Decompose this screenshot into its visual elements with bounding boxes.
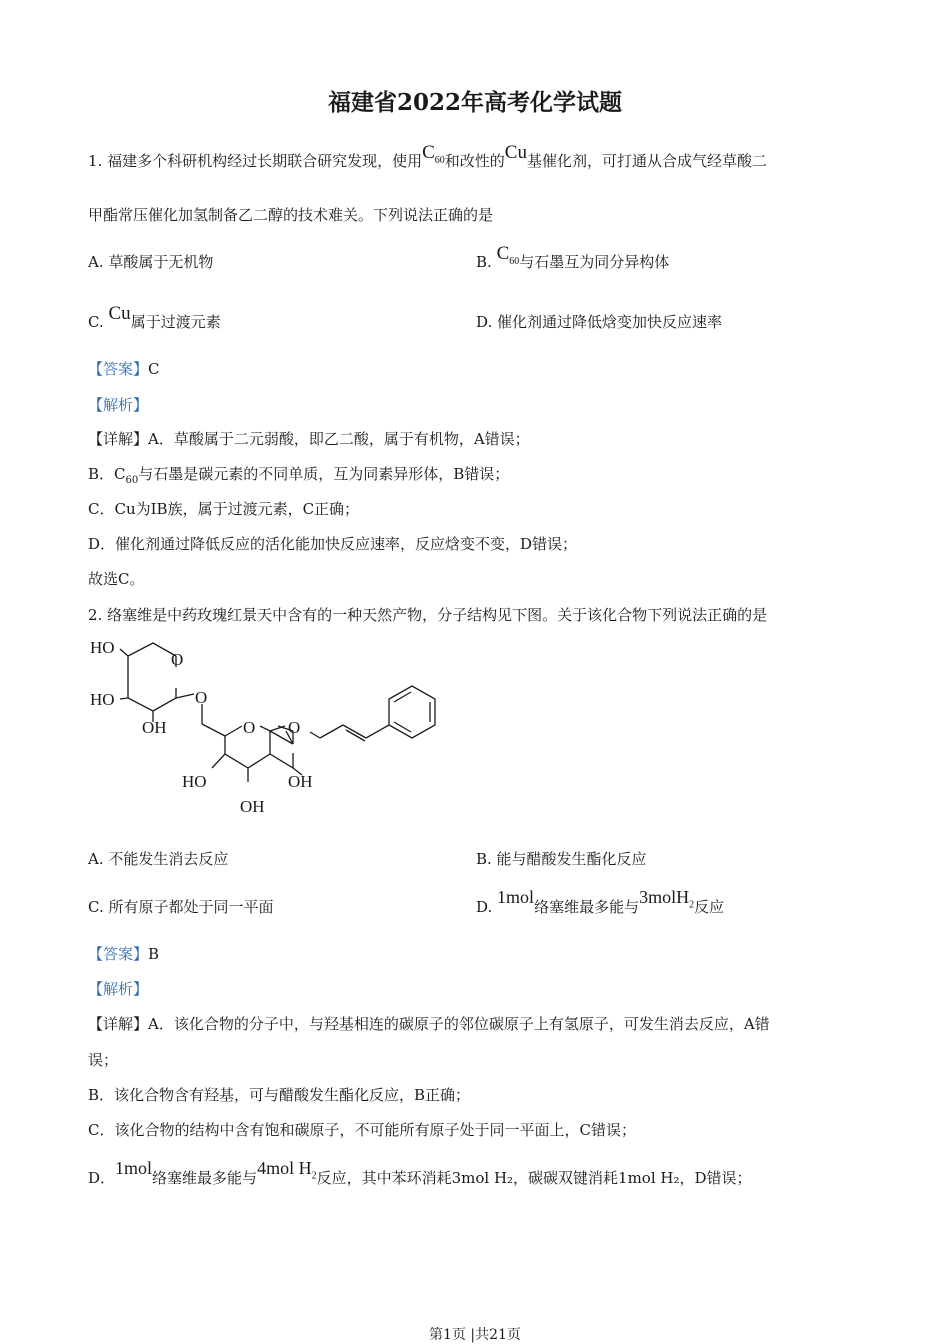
q1-stem-line2: 甲酯常压催化加氢制备乙二醇的技术难关。下列说法正确的是 [88,206,494,224]
q1-option-b: B. $C_{60}$与石墨互为同分异构体 [476,243,670,271]
q2-option-a: A. 不能发生消去反应 [88,850,229,868]
q1-detail-a: 【详解】A．草酸属于二元弱酸，即乙二酸，属于有机物，A错误； [88,430,530,448]
q2-detail-b: B．该化合物含有羟基，可与醋酸发生酯化反应，B正确； [88,1086,471,1104]
label-o-link-2: O [288,718,301,737]
label-ho-3: HO [182,772,207,791]
q2-option-d: D. 1mol络塞维最多能与3molH$_2$反应 [476,887,725,916]
q1-stem-text-c: 基催化剂，可打通从合成气经草酸二 [526,152,767,170]
h2-formula-detail: 4mol $H_2$ [257,1158,317,1182]
label-oh-1: OH [142,718,167,737]
molecular-structure [80,632,450,822]
q2-detail-a: 【详解】A．该化合物的分子中，与羟基相连的碳原子的邻位碳原子上有氢原子，可发生消去反应，A错 [88,1015,770,1033]
q1-detail-c: C．Cu为ⅠB族，属于过渡元素，C正确； [88,500,360,518]
page-footer: 第1页 |共21页 [429,1327,521,1343]
q2-option-c: C. 所有原子都处于同一平面 [88,898,274,916]
q1-option-a: A. 草酸属于无机物 [88,253,214,271]
label-oh-3: OH [240,797,265,816]
label-oh-2: OH [288,772,313,791]
q1-stem-text-a: 1. 福建多个科研机构经过长期联合研究发现，使用 [88,152,423,170]
label-o-ring-1: O [171,650,184,669]
c60-formula-b: $C_{60}$ [496,243,520,267]
q1-answer: 【答案】C [88,360,160,378]
q1-option-c: C. Cu属于过渡元素 [88,303,221,331]
q2-answer: 【答案】B [88,945,160,963]
q1-stem-line1 [88,142,767,174]
q2-detail-a-cont: 误； [88,1051,119,1069]
q2-analysis-label: 【解析】 [88,980,149,998]
cu-formula-c: Cu [108,303,131,324]
q1-analysis-label: 【解析】 [88,396,149,414]
label-ho-2: HO [90,690,115,709]
label-o-link-1: O [195,688,208,707]
q2-stem: 2. 络塞维是中药玫瑰红景天中含有的一种天然产物，分子结构见下图。关于该化合物下列说法正确的是 [88,606,768,624]
label-o-ring-2: O [243,718,256,737]
q1-stem-text-b: 和改性的 [444,152,505,170]
q1-detail-b: B．$C_{60}$与石墨是碳元素的不同单质，互为同素异形体，B错误； [88,465,510,486]
answer-label: 【答案】 [88,360,149,378]
q2-detail-c: C．该化合物的结构中含有饱和碳原子，不可能所有原子处于同一平面上，C错误； [88,1121,636,1139]
q1-conclusion: 故选C。 [88,570,145,588]
h2-formula: 3molH$_2$ [639,887,695,911]
q2-detail-d: D．1mol络塞维最多能与4mol $H_2$反应，其中苯环消耗3mol H₂，碳碳双键消耗1mol H₂，D错误； [88,1158,752,1187]
page-title: 福建省2022年高考化学试题 [327,89,622,116]
label-ho-1: HO [90,638,115,657]
c60-formula: $C_{60}$ [422,142,445,166]
cu-formula: Cu [504,142,527,163]
q2-option-b: B. 能与醋酸发生酯化反应 [476,850,647,868]
q1-option-d: D. 催化剂通过降低焓变加快反应速率 [476,313,723,331]
q1-detail-d: D．催化剂通过降低反应的活化能加快反应速率，反应焓变不变，D错误； [88,535,578,553]
